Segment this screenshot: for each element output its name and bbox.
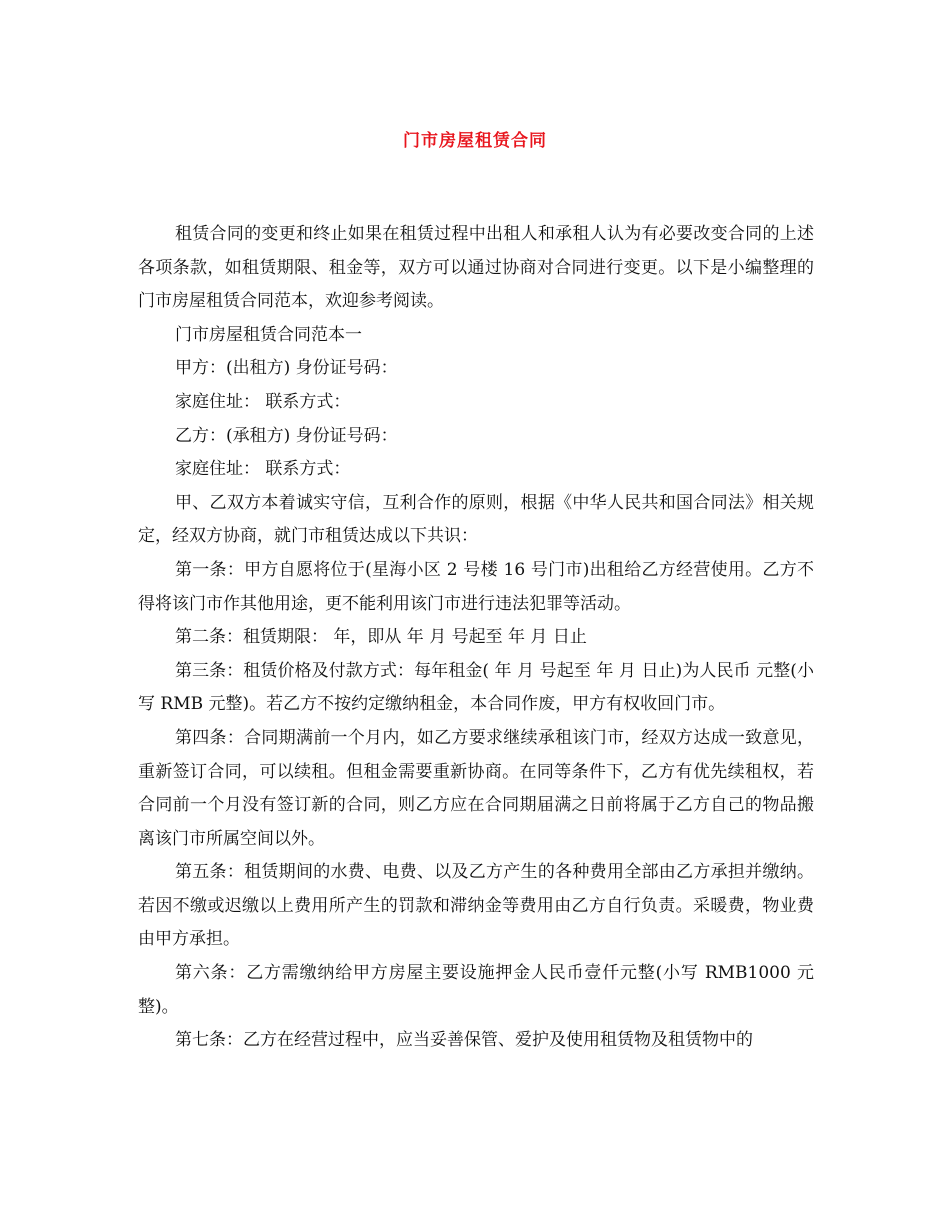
article-7: 第七条：乙方在经营过程中，应当妥善保管、爱护及使用租赁物及租赁物中的	[175, 1030, 753, 1051]
intro-paragraph: 租赁合同的变更和终止如果在租赁过程中出租人和承租人认为有必要改变合同的上述各项条款，如租赁期限、租金等，双方可以通过协商对合同进行变更。以下是小编整理的门市房屋租赁合同范本，欢迎参考阅读。	[138, 224, 814, 312]
article-6: 第六条：乙方需缴纳给甲方房屋主要设施押金人民币壹仟元整(小写 RMB1000 元整)。	[138, 963, 814, 1017]
agreement-preamble: 甲、乙双方本着诚实守信，互利合作的原则，根据《中华人民共和国合同法》相关规定，经双方协商，就门市租赁达成以下共识：	[138, 492, 814, 547]
article-1: 第一条：甲方自愿将位于(星海小区 2 号楼 16 号门市)出租给乙方经营使用。乙方不得将该门市作其他用途，更不能利用该门市进行违法犯罪等活动。	[138, 559, 814, 614]
sample-heading: 门市房屋租赁合同范本一	[175, 324, 362, 345]
document-body	[138, 218, 814, 1058]
document-title: 门市房屋租赁合同	[403, 131, 547, 151]
party-a-line: 甲方：(出租方) 身份证号码：	[175, 358, 398, 379]
article-4: 第四条：合同期满前一个月内，如乙方要求继续承租该门市，经双方达成一致意见，重新签订合同，可以续租。但租金需要重新协商。在同等条件下，乙方有优先续租权，若合同前一个月没有签订新的合同，则乙方应在合同期届满之日前将属于乙方自己的物品搬离该门市所属空间以外。	[138, 727, 814, 849]
article-2: 第二条：租赁期限： 年，即从 年 月 号起至 年 月 日止	[175, 627, 587, 648]
party-a-address-line: 家庭住址： 联系方式：	[175, 391, 351, 412]
article-5: 第五条：租赁期间的水费、电费、以及乙方产生的各种费用全部由乙方承担并缴纳。若因不缴或迟缴以上费用所产生的罚款和滞纳金等费用由乙方自行负责。采暖费，物业费由甲方承担。	[138, 862, 814, 950]
party-b-line: 乙方：(承租方) 身份证号码：	[175, 425, 398, 446]
article-3: 第三条：租赁价格及付款方式：每年租金( 年 月 号起至 年 月 日止)为人民币 元整(小写 RMB 元整)。若乙方不按约定缴纳租金，本合同作废，甲方有权收回门市。	[138, 660, 814, 715]
party-b-address-line: 家庭住址： 联系方式：	[175, 459, 351, 480]
